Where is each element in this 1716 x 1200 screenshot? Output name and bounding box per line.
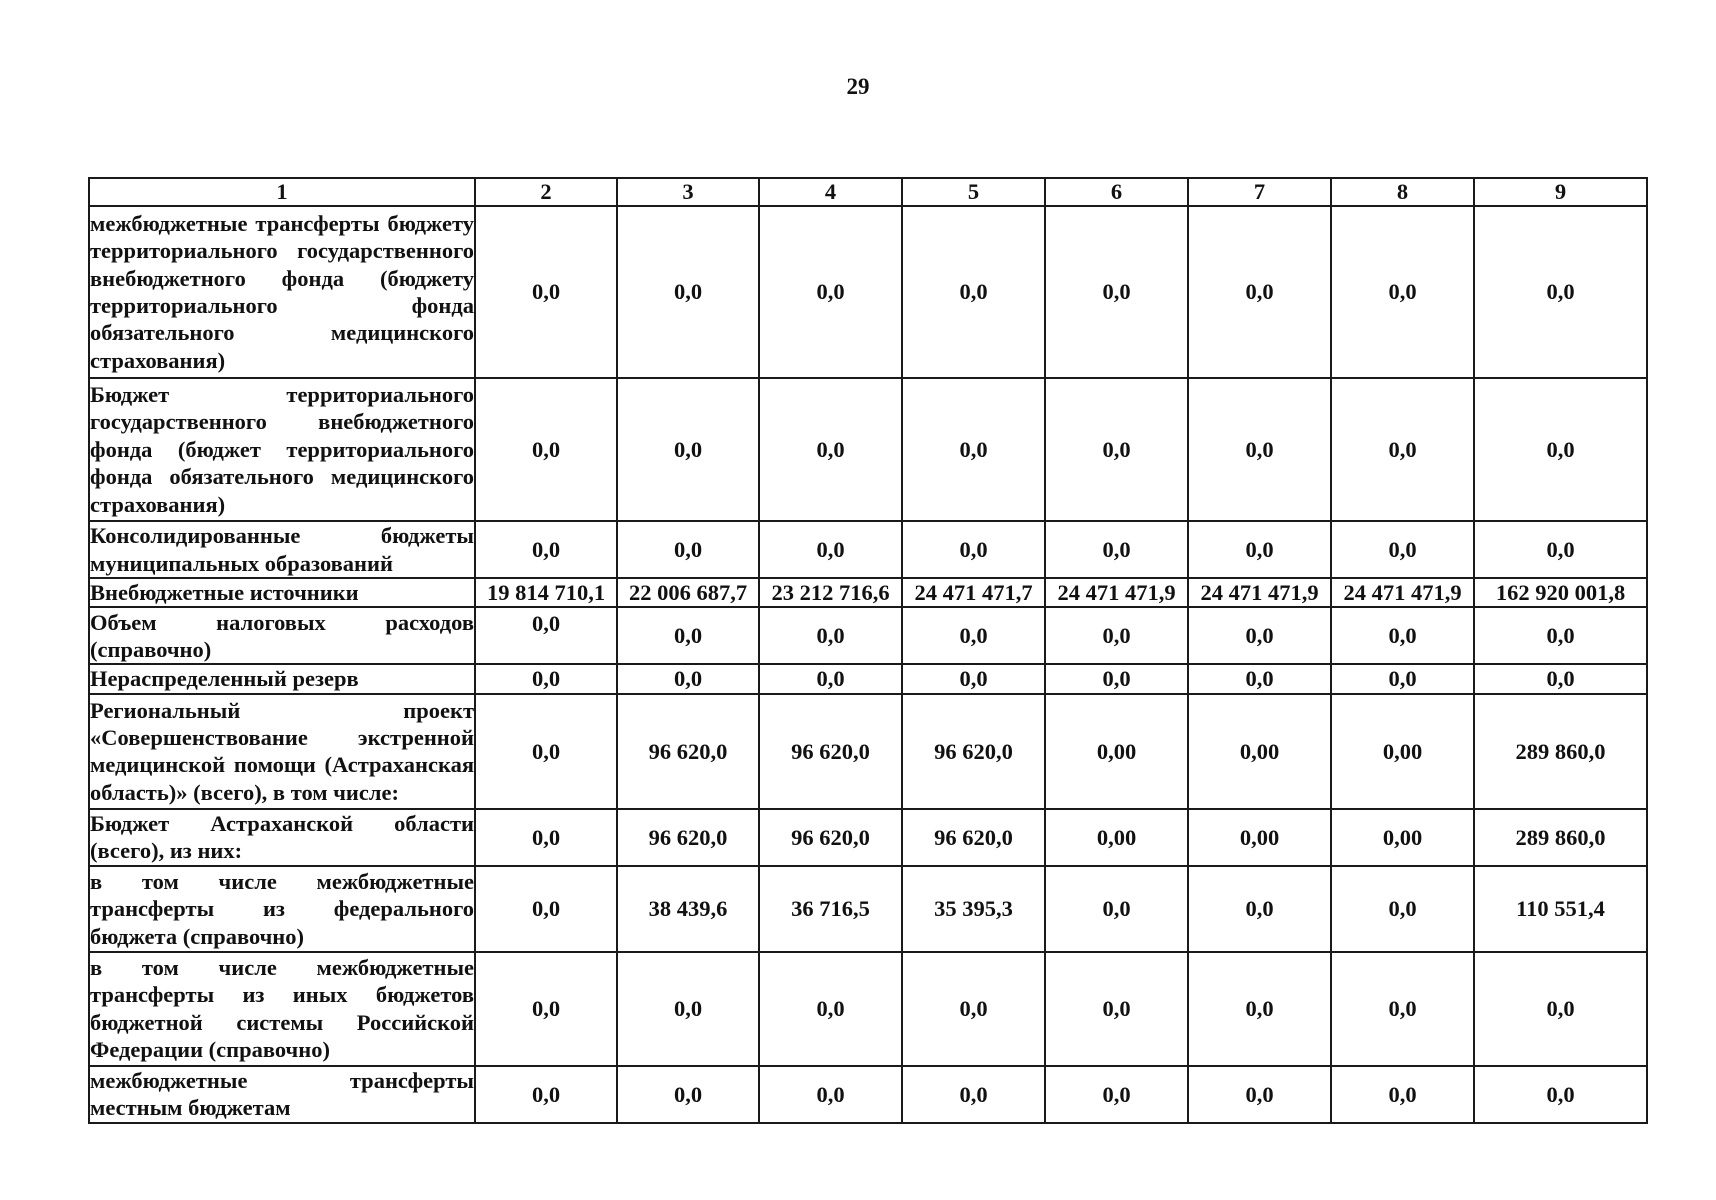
table-cell: 0,0 [1188,521,1331,578]
header-row [89,178,1647,206]
row-label: Нераспределенный резерв [89,664,475,693]
row-label: в том числе межбюджетные трансферты из иных бюджетов бюджетной системы Российской Федерации (справочно) [89,952,475,1066]
table-cell: 0,0 [475,206,617,378]
table-cell: 0,0 [1045,866,1188,952]
table-cell: 96 620,0 [759,694,902,809]
table-cell: 0,0 [1045,521,1188,578]
row-label: Объем налоговых расходов (справочно) [89,607,475,664]
column-header: 8 [1331,178,1474,206]
table-cell: 0,0 [902,521,1045,578]
table-cell: 0,0 [475,664,617,693]
table-cell: 162 920 001,8 [1474,578,1647,607]
table-row [89,694,1647,809]
row-label: Региональный проект «Совершенствование экстренной медицинской помощи (Астраханская область)» (всего), в том числе: [89,694,475,809]
column-header: 9 [1474,178,1647,206]
table-cell: 0,0 [1331,206,1474,378]
table-row [89,378,1647,521]
table-cell: 0,0 [1331,664,1474,693]
table-row [89,206,1647,378]
table-cell: 0,0 [759,1066,902,1123]
table-cell: 0,0 [475,694,617,809]
page-number: 29 [846,74,870,99]
table-row [89,521,1647,578]
row-label: межбюджетные трансферты бюджету территориального государственного внебюджетного фонда (бюджету территориального фонда обязательного медицинского страхования) [89,206,475,378]
row-label: в том числе межбюджетные трансферты из федерального бюджета (справочно) [89,866,475,952]
table-cell: 0,0 [617,607,759,664]
table-cell: 0,0 [475,607,617,664]
table-cell: 0,0 [1188,607,1331,664]
column-header: 4 [759,178,902,206]
column-header: 7 [1188,178,1331,206]
table-cell: 0,00 [1045,694,1188,809]
table-cell: 289 860,0 [1474,694,1647,809]
table-cell: 96 620,0 [617,694,759,809]
table-cell: 19 814 710,1 [475,578,617,607]
table-cell: 24 471 471,9 [1045,578,1188,607]
table-cell: 0,0 [1045,664,1188,693]
table-cell: 0,0 [1188,664,1331,693]
row-label: Консолидированные бюджеты муниципальных образований [89,521,475,578]
table-cell: 35 395,3 [902,866,1045,952]
table-cell: 0,0 [617,521,759,578]
table-cell: 0,0 [475,378,617,521]
table-cell: 23 212 716,6 [759,578,902,607]
table-cell: 0,00 [1188,694,1331,809]
table-row [89,664,1647,693]
table-cell: 0,0 [759,206,902,378]
table-cell: 0,0 [1331,521,1474,578]
table-cell: 0,0 [1474,378,1647,521]
table-cell: 36 716,5 [759,866,902,952]
table-cell: 0,0 [1188,866,1331,952]
column-header: 6 [1045,178,1188,206]
table-cell: 0,0 [1188,378,1331,521]
table-cell: 0,0 [759,378,902,521]
table-cell: 0,0 [617,952,759,1066]
table-cell: 22 006 687,7 [617,578,759,607]
table-row [89,1066,1647,1123]
table-cell: 0,0 [1045,1066,1188,1123]
table-cell: 0,0 [1045,206,1188,378]
column-header: 1 [89,178,475,206]
table-cell: 0,0 [475,866,617,952]
table-cell: 0,0 [1331,607,1474,664]
table-cell: 0,0 [1474,1066,1647,1123]
table-cell: 38 439,6 [617,866,759,952]
table-cell: 0,0 [902,378,1045,521]
table-cell: 0,0 [617,1066,759,1123]
table-row [89,607,1647,664]
table-cell: 0,0 [759,952,902,1066]
table-row [89,866,1647,952]
table-cell: 0,0 [1188,952,1331,1066]
table-cell: 96 620,0 [617,809,759,866]
table-cell: 0,0 [475,1066,617,1123]
table-cell: 0,0 [475,952,617,1066]
table-cell: 0,00 [1331,694,1474,809]
table-cell: 0,0 [902,952,1045,1066]
table-cell: 0,0 [1331,866,1474,952]
table-cell: 0,00 [1188,809,1331,866]
table-cell: 0,0 [475,521,617,578]
table-cell: 0,0 [1474,607,1647,664]
column-header: 5 [902,178,1045,206]
table-cell: 0,0 [1474,206,1647,378]
row-label: Внебюджетные источники [89,578,475,607]
table-cell: 0,0 [617,206,759,378]
column-header: 3 [617,178,759,206]
table-cell: 0,0 [759,664,902,693]
table-row [89,809,1647,866]
table-cell: 0,00 [1045,809,1188,866]
row-label: Бюджет Астраханской области (всего), из них: [89,809,475,866]
table-cell: 0,0 [1045,378,1188,521]
table-cell: 96 620,0 [902,809,1045,866]
table-cell: 0,0 [1474,952,1647,1066]
table-cell: 0,0 [759,521,902,578]
budget-table [88,177,1648,1124]
table-cell: 0,0 [759,607,902,664]
table-cell: 0,00 [1331,809,1474,866]
table-cell: 0,0 [1474,521,1647,578]
table-cell: 0,0 [1188,1066,1331,1123]
table-cell: 110 551,4 [1474,866,1647,952]
table-cell: 96 620,0 [759,809,902,866]
table-cell: 0,0 [1331,1066,1474,1123]
table-cell: 0,0 [902,206,1045,378]
table-cell: 0,0 [902,607,1045,664]
row-label: Бюджет территориального государственного внебюджетного фонда (бюджет территориального фонда обязательного медицинского страхования) [89,378,475,521]
table-cell: 0,0 [1045,952,1188,1066]
table-row [89,578,1647,607]
table-cell: 0,0 [1045,607,1188,664]
column-header: 2 [475,178,617,206]
table-row [89,952,1647,1066]
table-cell: 0,0 [617,664,759,693]
table-cell: 0,0 [475,809,617,866]
row-label: межбюджетные трансферты местным бюджетам [89,1066,475,1123]
table-cell: 24 471 471,9 [1331,578,1474,607]
table-cell: 289 860,0 [1474,809,1647,866]
table-cell: 24 471 471,7 [902,578,1045,607]
table-cell: 0,0 [617,378,759,521]
table-cell: 96 620,0 [902,694,1045,809]
table-cell: 0,0 [902,664,1045,693]
table-cell: 0,0 [1188,206,1331,378]
table-cell: 0,0 [1474,664,1647,693]
table-cell: 24 471 471,9 [1188,578,1331,607]
table-cell: 0,0 [1331,952,1474,1066]
table-cell: 0,0 [1331,378,1474,521]
table-cell: 0,0 [902,1066,1045,1123]
